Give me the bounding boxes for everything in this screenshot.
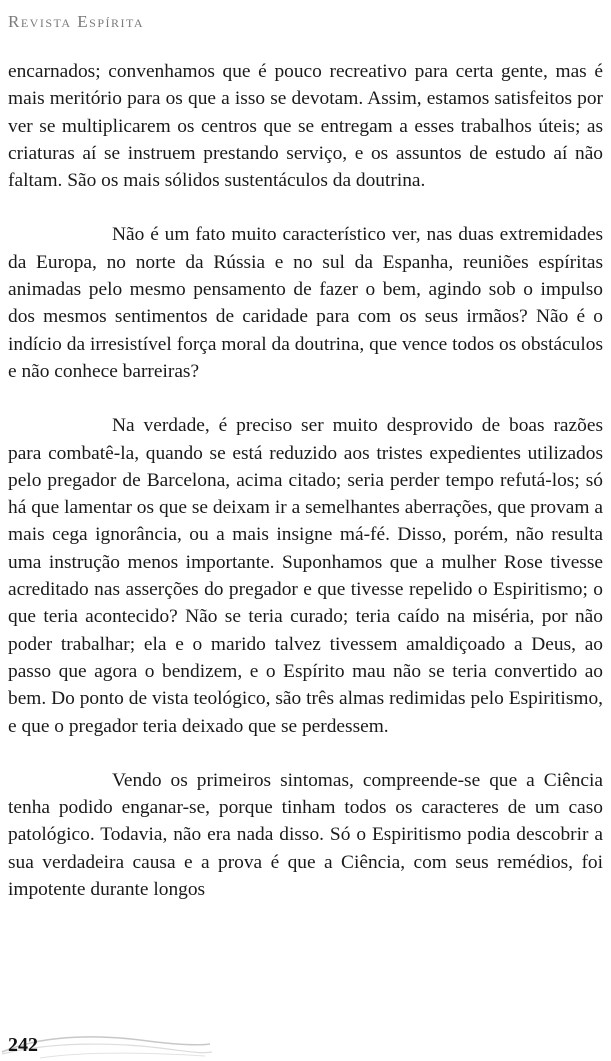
paragraph-2: Não é um fato muito característico ver, nas duas extremidades da Europa, no norte da Rússia e no sul da Espanha, reuniões espíritas animadas pelo mesmo pensamento de fazer o bem, agindo sob o impulso dos mesmos sentimentos de caridade para com os seus irmãos? Não é o indício da irresistível força moral da doutrina, que vence todos os obstáculos e não conhece barreiras?: [8, 224, 603, 382]
paragraph-3: Na verdade, é preciso ser muito desprovido de boas razões para combatê-la, quando se está reduzido aos tristes expedientes utilizados pelo pregador de Barcelona, acima citado; seria perder tempo refutá-los; só há que lamentar os que se deixam ir a semelhantes aberrações, que provam a mais cega ignorância, ou a mais insigne má-fé. Disso, porém, não resulta uma instrução menos importante. Suponhamos que a mulher Rose tivesse acreditado nas asserções do pregador e que tivesse repelido o Espiritismo; o que teria acontecido? Não se teria curado; teria caído na miséria, por não poder trabalhar; ela e o marido talvez tivessem amaldiçoado a Deus, ao passo que agora o bendizem, e o Espírito mau não se teria convertido ao bem. Do ponto de vista teológico, são três almas redimidas pelo Espiritismo, e que o pregador teria deixado que se perdessem.: [8, 415, 603, 737]
page-number: 242: [8, 1034, 38, 1056]
body-text: [8, 58, 603, 903]
running-head: Revista Espírita: [8, 12, 145, 31]
paragraph-4: Vendo os primeiros sintomas, compreende-se que a Ciência tenha podido enganar-se, porque tinham todos os caracteres de um caso patológico. Todavia, não era nada disso. Só o Espiritismo podia descobrir a sua verdadeira causa e a prova é que a Ciência, com seus remédios, foi impotente durante longos: [8, 769, 603, 901]
paragraph-1: encarnados; convenhamos que é pouco recreativo para certa gente, mas é mais meritório para os que a isso se devotam. Assim, estamos satisfeitos por ver se multiplicarem os centros que se entregam a esses trabalhos úteis; as criaturas aí se instruem prestando serviço, e os assuntos de estudo aí não faltam. São os mais sólidos sustentáculos da doutrina.: [8, 61, 603, 192]
